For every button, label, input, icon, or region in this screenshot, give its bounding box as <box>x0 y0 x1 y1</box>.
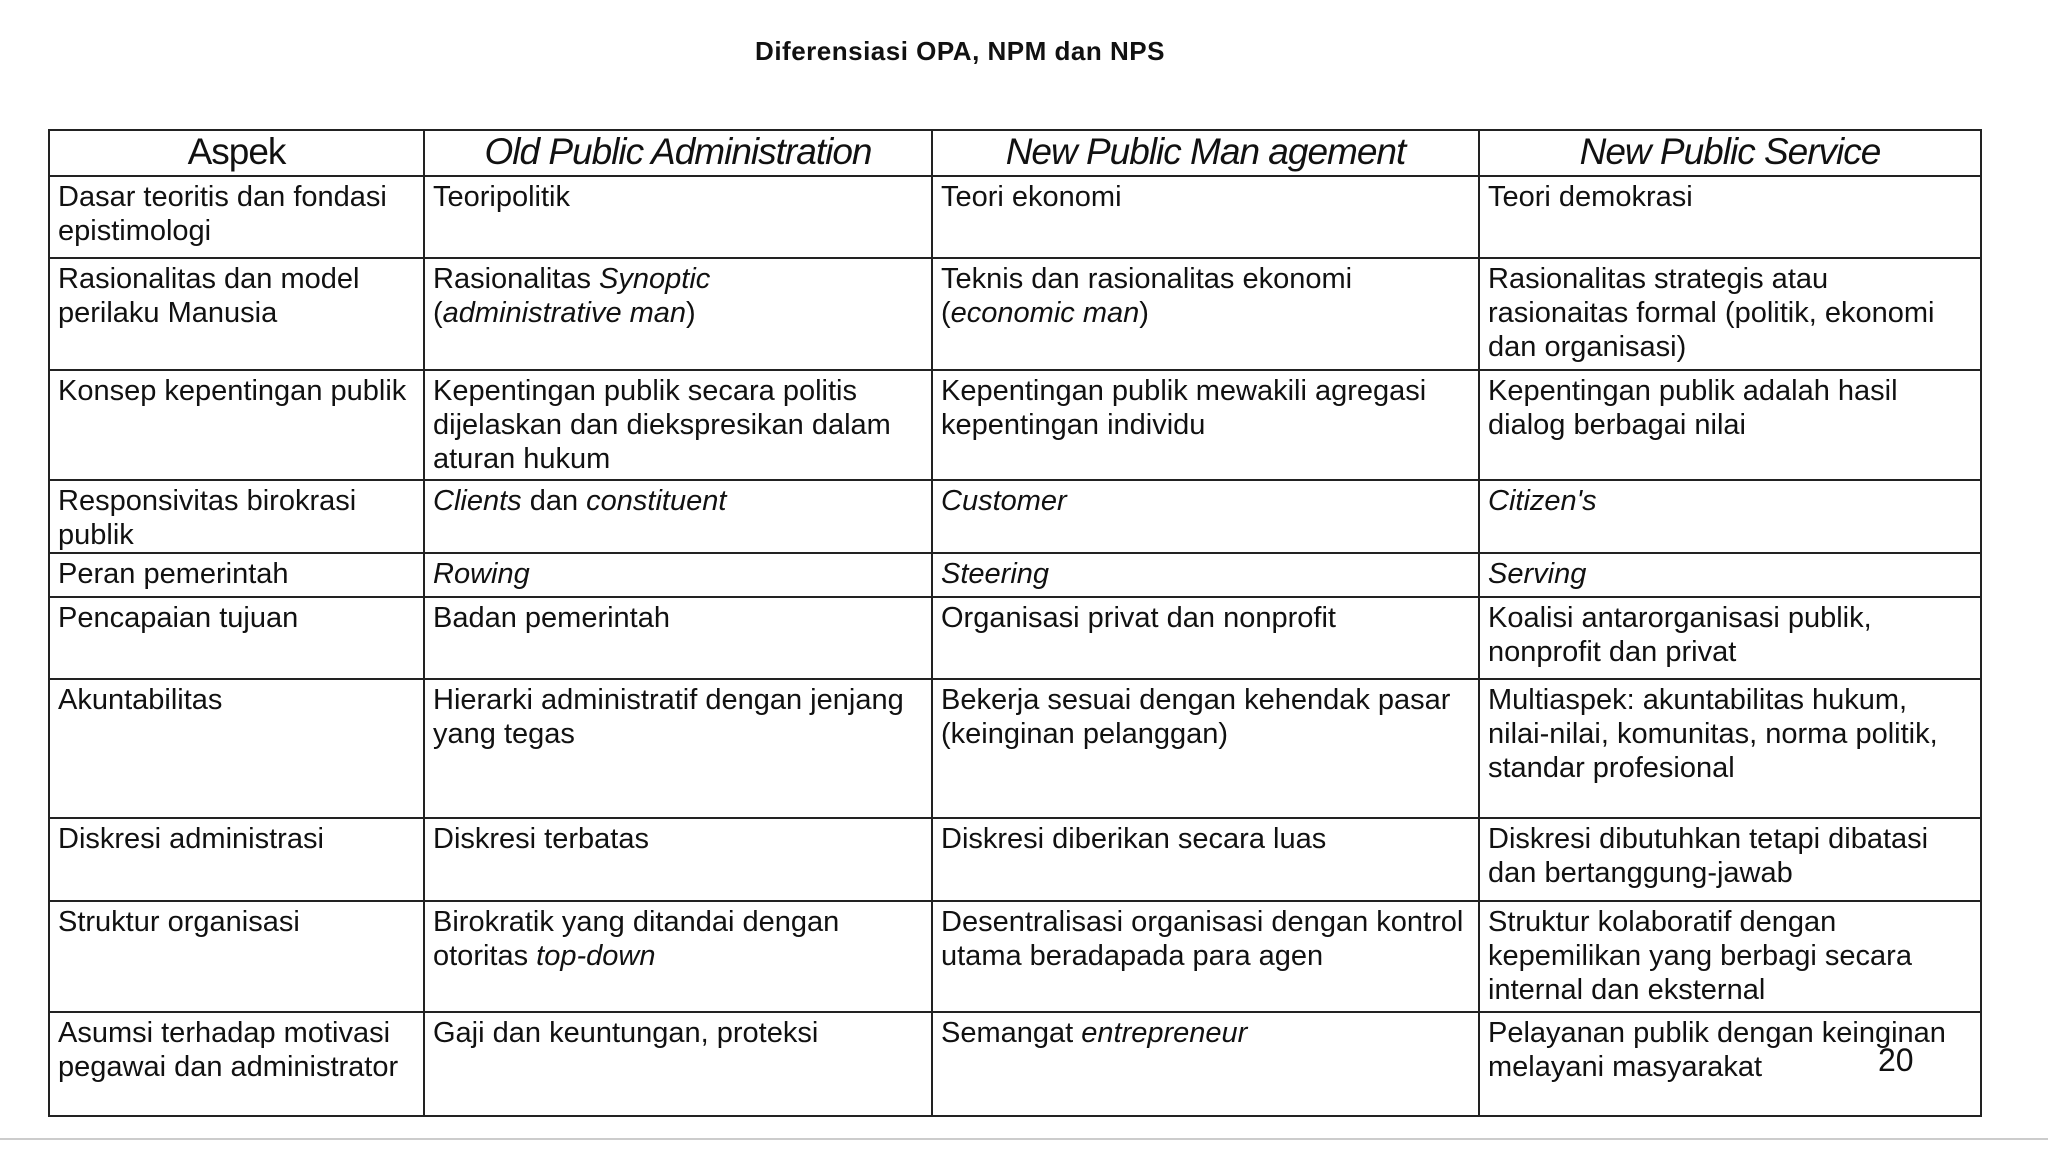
cell-text: Rasionalitas <box>433 263 600 295</box>
cell-text-italic: constituent <box>586 485 727 517</box>
cell-aspek: Responsivitas birokrasi publik <box>49 480 424 553</box>
table-row <box>49 818 1981 901</box>
header-nps: New Public Service <box>1479 130 1981 176</box>
cell-npm: Organisasi privat dan nonprofit <box>932 597 1479 679</box>
cell-npm: Bekerja sesuai dengan kehendak pasar (keinginan pelanggan) <box>932 679 1479 818</box>
table-row <box>49 176 1981 258</box>
cell-opa: Diskresi terbatas <box>424 818 932 901</box>
cell-text-italic: entrepreneur <box>1081 1017 1248 1049</box>
cell-npm <box>932 1012 1479 1116</box>
cell-text: dan <box>521 485 587 517</box>
table-row <box>49 370 1981 480</box>
cell-nps: Teori demokrasi <box>1479 176 1981 258</box>
slide-title: Diferensiasi OPA, NPM dan NPS <box>755 36 1165 66</box>
cell-opa: Gaji dan keuntungan, proteksi <box>424 1012 932 1116</box>
cell-opa <box>424 480 932 553</box>
cell-aspek: Struktur organisasi <box>49 901 424 1012</box>
cell-opa <box>424 901 932 1012</box>
cell-nps: Citizen's <box>1479 480 1981 553</box>
cell-aspek: Rasionalitas dan model perilaku Manusia <box>49 258 424 370</box>
table-row <box>49 679 1981 818</box>
cell-text-italic: top-down <box>536 940 656 972</box>
cell-npm: Steering <box>932 553 1479 597</box>
cell-nps: Rasionalitas strategis atau rasionaitas formal (politik, ekonomi dan organisasi) <box>1479 258 1981 370</box>
header-npm: New Public Man agement <box>932 130 1479 176</box>
cell-text: Teknis dan rasionalitas ekonomi ( <box>941 263 1353 329</box>
table-row <box>49 901 1981 1012</box>
header-opa: Old Public Administration <box>424 130 932 176</box>
cell-aspek: Peran pemerintah <box>49 553 424 597</box>
comparison-table <box>48 129 1982 1117</box>
table-row <box>49 258 1981 370</box>
cell-npm: Customer <box>932 480 1479 553</box>
cell-npm: Desentralisasi organisasi dengan kontrol utama beradapada para agen <box>932 901 1479 1012</box>
cell-npm: Diskresi diberikan secara luas <box>932 818 1479 901</box>
cell-npm: Kepentingan publik mewakili agregasi kepentingan individu <box>932 370 1479 480</box>
cell-text-italic: administrative man <box>442 297 687 329</box>
table-row <box>49 553 1981 597</box>
cell-text: Semangat <box>941 1017 1082 1049</box>
cell-opa: Badan pemerintah <box>424 597 932 679</box>
cell-opa <box>424 258 932 370</box>
cell-aspek: Akuntabilitas <box>49 679 424 818</box>
cell-text: Birokratik yang ditandai dengan otoritas <box>433 906 840 972</box>
cell-aspek: Asumsi terhadap motivasi pegawai dan administrator <box>49 1012 424 1116</box>
cell-nps: Multiaspek: akuntabilitas hukum, nilai-nilai, komunitas, norma politik, standar profesional <box>1479 679 1981 818</box>
cell-text: ) <box>1139 297 1149 329</box>
cell-aspek: Pencapaian tujuan <box>49 597 424 679</box>
cell-text-italic: Synoptic <box>599 263 711 295</box>
table-row <box>49 480 1981 553</box>
cell-text-italic: Clients <box>433 485 522 517</box>
cell-opa: Hierarki administratif dengan jenjang yang tegas <box>424 679 932 818</box>
cell-opa: Teoripolitik <box>424 176 932 258</box>
cell-nps: Serving <box>1479 553 1981 597</box>
cell-aspek: Diskresi administrasi <box>49 818 424 901</box>
cell-text: ( <box>433 297 443 329</box>
cell-nps: Diskresi dibutuhkan tetapi dibatasi dan bertanggung-jawab <box>1479 818 1981 901</box>
cell-text: ) <box>686 297 696 329</box>
header-aspek: Aspek <box>49 130 424 176</box>
cell-npm <box>932 258 1479 370</box>
cell-nps: Koalisi antarorganisasi publik, nonprofit dan privat <box>1479 597 1981 679</box>
header-row <box>49 130 1981 176</box>
cell-nps: Kepentingan publik adalah hasil dialog berbagai nilai <box>1479 370 1981 480</box>
page-number: 20 <box>1878 1042 1914 1078</box>
table-row <box>49 597 1981 679</box>
table-row <box>49 1012 1981 1116</box>
cell-nps: Pelayanan publik dengan keinginan melayani masyarakat <box>1479 1012 1981 1116</box>
cell-aspek: Dasar teoritis dan fondasi epistimologi <box>49 176 424 258</box>
cell-opa: Kepentingan publik secara politis dijelaskan dan diekspresikan dalam aturan hukum <box>424 370 932 480</box>
cell-npm: Teori ekonomi <box>932 176 1479 258</box>
bottom-divider <box>0 1138 2048 1140</box>
cell-aspek: Konsep kepentingan publik <box>49 370 424 480</box>
cell-nps: Struktur kolaboratif dengan kepemilikan yang berbagi secara internal dan eksternal <box>1479 901 1981 1012</box>
cell-text-italic: economic man <box>950 297 1140 329</box>
cell-opa: Rowing <box>424 553 932 597</box>
